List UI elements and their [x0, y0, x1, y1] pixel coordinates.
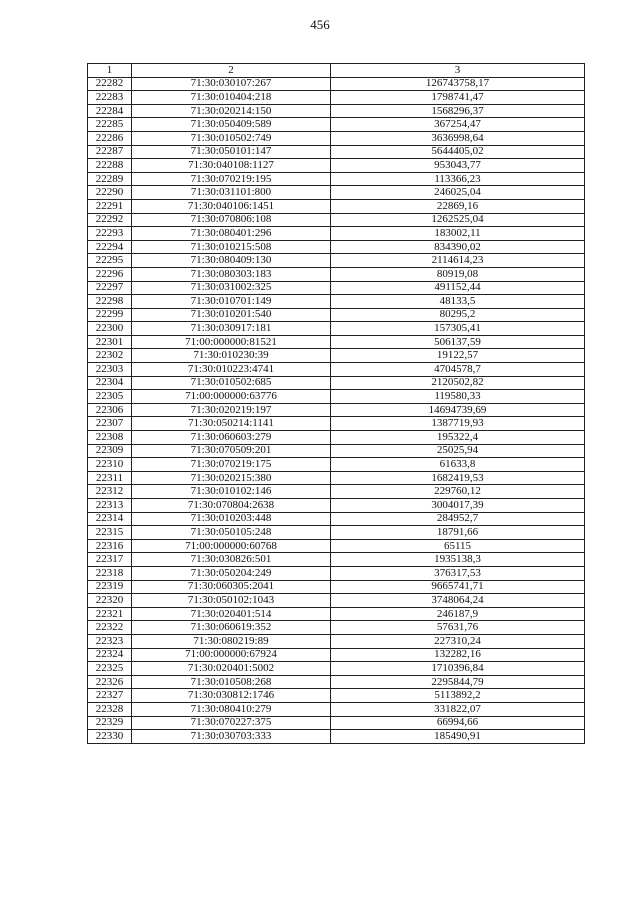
cadastral-number-cell: 71:30:030917:181: [132, 322, 331, 336]
row-number-cell: 22325: [88, 662, 132, 676]
value-cell: 183002,11: [331, 227, 585, 241]
table-row: [88, 621, 585, 635]
row-number-cell: 22317: [88, 553, 132, 567]
row-number-cell: 22289: [88, 172, 132, 186]
cadastral-number-cell: 71:30:050105:248: [132, 526, 331, 540]
value-cell: 57631,76: [331, 621, 585, 635]
cadastral-number-cell: 71:30:080409:130: [132, 254, 331, 268]
table-row: [88, 118, 585, 132]
table-row: [88, 104, 585, 118]
row-number-cell: 22326: [88, 675, 132, 689]
cadastral-number-cell: 71:30:031002:325: [132, 281, 331, 295]
row-number-cell: 22328: [88, 702, 132, 716]
table-row: [88, 322, 585, 336]
table-row: [88, 363, 585, 377]
row-number-cell: 22296: [88, 267, 132, 281]
row-number-cell: 22312: [88, 485, 132, 499]
value-cell: 227310,24: [331, 634, 585, 648]
row-number-cell: 22323: [88, 634, 132, 648]
value-cell: 367254,47: [331, 118, 585, 132]
row-number-cell: 22320: [88, 594, 132, 608]
table-row: [88, 227, 585, 241]
cadastral-number-cell: 71:30:030812:1746: [132, 689, 331, 703]
cadastral-number-cell: 71:30:010201:540: [132, 308, 331, 322]
table-row: [88, 539, 585, 553]
value-cell: 246187,9: [331, 607, 585, 621]
value-cell: 953043,77: [331, 159, 585, 173]
value-cell: 1387719,93: [331, 417, 585, 431]
column-header: 2: [132, 64, 331, 78]
row-number-cell: 22283: [88, 91, 132, 105]
cadastral-number-cell: 71:30:050204:249: [132, 566, 331, 580]
row-number-cell: 22297: [88, 281, 132, 295]
value-cell: 2114614,23: [331, 254, 585, 268]
table-row: [88, 308, 585, 322]
row-number-cell: 22303: [88, 363, 132, 377]
value-cell: 195322,4: [331, 431, 585, 445]
cadastral-number-cell: 71:30:070806:108: [132, 213, 331, 227]
cadastral-number-cell: 71:30:050101:147: [132, 145, 331, 159]
row-number-cell: 22290: [88, 186, 132, 200]
table-row: [88, 553, 585, 567]
value-cell: 506137,59: [331, 335, 585, 349]
row-number-cell: 22307: [88, 417, 132, 431]
table-row: [88, 458, 585, 472]
table-row: [88, 159, 585, 173]
value-cell: 9665741,71: [331, 580, 585, 594]
cadastral-number-cell: 71:30:030703:333: [132, 730, 331, 744]
cadastral-number-cell: 71:30:070227:375: [132, 716, 331, 730]
column-header: 1: [88, 64, 132, 78]
row-number-cell: 22318: [88, 566, 132, 580]
value-cell: 126743758,17: [331, 77, 585, 91]
row-number-cell: 22298: [88, 295, 132, 309]
cadastral-table: [87, 63, 585, 744]
value-cell: 61633,8: [331, 458, 585, 472]
table-row: [88, 675, 585, 689]
row-number-cell: 22292: [88, 213, 132, 227]
cadastral-number-cell: 71:30:010502:685: [132, 376, 331, 390]
table-row: [88, 254, 585, 268]
value-cell: 19122,57: [331, 349, 585, 363]
value-cell: 2295844,79: [331, 675, 585, 689]
value-cell: 1682419,53: [331, 471, 585, 485]
value-cell: 4704578,7: [331, 363, 585, 377]
value-cell: 119580,33: [331, 390, 585, 404]
row-number-cell: 22321: [88, 607, 132, 621]
table-row: [88, 499, 585, 513]
table-row: [88, 213, 585, 227]
value-cell: 3748064,24: [331, 594, 585, 608]
cadastral-number-cell: 71:00:000000:81521: [132, 335, 331, 349]
value-cell: 331822,07: [331, 702, 585, 716]
cadastral-number-cell: 71:00:000000:67924: [132, 648, 331, 662]
table-row: [88, 199, 585, 213]
page-number: 456: [310, 17, 330, 32]
row-number-cell: 22310: [88, 458, 132, 472]
value-cell: 157305,41: [331, 322, 585, 336]
table-row: [88, 91, 585, 105]
row-number-cell: 22301: [88, 335, 132, 349]
value-cell: 65115: [331, 539, 585, 553]
value-cell: 2120502,82: [331, 376, 585, 390]
value-cell: 376317,53: [331, 566, 585, 580]
table-row: [88, 349, 585, 363]
value-cell: 14694739,69: [331, 403, 585, 417]
table-row: [88, 662, 585, 676]
row-number-cell: 22329: [88, 716, 132, 730]
cadastral-number-cell: 71:30:070804:2638: [132, 499, 331, 513]
row-number-cell: 22316: [88, 539, 132, 553]
row-number-cell: 22302: [88, 349, 132, 363]
cadastral-number-cell: 71:30:080410:279: [132, 702, 331, 716]
table-row: [88, 580, 585, 594]
value-cell: 834390,02: [331, 240, 585, 254]
row-number-cell: 22305: [88, 390, 132, 404]
row-number-cell: 22286: [88, 131, 132, 145]
cadastral-number-cell: 71:30:010203:448: [132, 512, 331, 526]
value-cell: 246025,04: [331, 186, 585, 200]
value-cell: 48133,5: [331, 295, 585, 309]
cadastral-number-cell: 71:30:040108:1127: [132, 159, 331, 173]
value-cell: 80919,08: [331, 267, 585, 281]
row-number-cell: 22319: [88, 580, 132, 594]
table-row: [88, 145, 585, 159]
row-number-cell: 22322: [88, 621, 132, 635]
table-row: [88, 390, 585, 404]
row-number-cell: 22314: [88, 512, 132, 526]
value-cell: 113366,23: [331, 172, 585, 186]
row-number-cell: 22304: [88, 376, 132, 390]
value-cell: 66994,66: [331, 716, 585, 730]
cadastral-number-cell: 71:30:020215:380: [132, 471, 331, 485]
value-cell: 25025,94: [331, 444, 585, 458]
cadastral-number-cell: 71:30:080401:296: [132, 227, 331, 241]
row-number-cell: 22295: [88, 254, 132, 268]
table-row: [88, 634, 585, 648]
value-cell: 132282,16: [331, 648, 585, 662]
cadastral-number-cell: 71:30:060603:279: [132, 431, 331, 445]
table-row: [88, 77, 585, 91]
value-cell: 3636998,64: [331, 131, 585, 145]
row-number-cell: 22327: [88, 689, 132, 703]
table-row: [88, 526, 585, 540]
table-row: [88, 716, 585, 730]
value-cell: 1568296,37: [331, 104, 585, 118]
table-row: [88, 648, 585, 662]
row-number-cell: 22330: [88, 730, 132, 744]
value-cell: 1935138,3: [331, 553, 585, 567]
cadastral-number-cell: 71:30:050214:1141: [132, 417, 331, 431]
cadastral-number-cell: 71:30:010701:149: [132, 295, 331, 309]
cadastral-number-cell: 71:30:010502:749: [132, 131, 331, 145]
table-row: [88, 281, 585, 295]
table-row: [88, 607, 585, 621]
value-cell: 284952,7: [331, 512, 585, 526]
value-cell: 22869,16: [331, 199, 585, 213]
cadastral-number-cell: 71:30:060619:352: [132, 621, 331, 635]
row-number-cell: 22324: [88, 648, 132, 662]
value-cell: 3004017,39: [331, 499, 585, 513]
cadastral-number-cell: 71:30:030826:501: [132, 553, 331, 567]
value-cell: 18791,66: [331, 526, 585, 540]
table-row: [88, 730, 585, 744]
table-row: [88, 431, 585, 445]
cadastral-number-cell: 71:30:010223:4741: [132, 363, 331, 377]
cadastral-number-cell: 71:30:020401:5002: [132, 662, 331, 676]
cadastral-number-cell: 71:30:080219:89: [132, 634, 331, 648]
value-cell: 229760,12: [331, 485, 585, 499]
table-row: [88, 295, 585, 309]
table-row: [88, 403, 585, 417]
cadastral-number-cell: 71:30:060305:2041: [132, 580, 331, 594]
table-row: [88, 240, 585, 254]
row-number-cell: 22306: [88, 403, 132, 417]
cadastral-number-cell: 71:30:010102:146: [132, 485, 331, 499]
table-row: [88, 267, 585, 281]
table-body: [88, 77, 585, 743]
table-row: [88, 512, 585, 526]
cadastral-number-cell: 71:30:040106:1451: [132, 199, 331, 213]
row-number-cell: 22309: [88, 444, 132, 458]
cadastral-number-cell: 71:30:020214:150: [132, 104, 331, 118]
value-cell: 185490,91: [331, 730, 585, 744]
row-number-cell: 22285: [88, 118, 132, 132]
cadastral-number-cell: 71:30:070219:195: [132, 172, 331, 186]
cadastral-number-cell: 71:30:010230:39: [132, 349, 331, 363]
table-row: [88, 566, 585, 580]
row-number-cell: 22288: [88, 159, 132, 173]
value-cell: 1798741,47: [331, 91, 585, 105]
value-cell: 80295,2: [331, 308, 585, 322]
table-row: [88, 702, 585, 716]
cadastral-number-cell: 71:30:010508:268: [132, 675, 331, 689]
row-number-cell: 22311: [88, 471, 132, 485]
cadastral-number-cell: 71:30:020401:514: [132, 607, 331, 621]
cadastral-number-cell: 71:00:000000:63776: [132, 390, 331, 404]
table-row: [88, 485, 585, 499]
cadastral-number-cell: 71:30:010404:218: [132, 91, 331, 105]
value-cell: 491152,44: [331, 281, 585, 295]
table-row: [88, 335, 585, 349]
table-row: [88, 186, 585, 200]
cadastral-number-cell: 71:30:070509:201: [132, 444, 331, 458]
row-number-cell: 22293: [88, 227, 132, 241]
cadastral-number-cell: 71:30:020219:197: [132, 403, 331, 417]
value-cell: 5644405,02: [331, 145, 585, 159]
value-cell: 1710396,84: [331, 662, 585, 676]
row-number-cell: 22315: [88, 526, 132, 540]
column-header: 3: [331, 64, 585, 78]
table-row: [88, 689, 585, 703]
table-row: [88, 417, 585, 431]
table-row: [88, 594, 585, 608]
cadastral-number-cell: 71:30:070219:175: [132, 458, 331, 472]
table-row: [88, 471, 585, 485]
row-number-cell: 22313: [88, 499, 132, 513]
cadastral-number-cell: 71:00:000000:60768: [132, 539, 331, 553]
row-number-cell: 22284: [88, 104, 132, 118]
table-row: [88, 376, 585, 390]
table-row: [88, 444, 585, 458]
row-number-cell: 22282: [88, 77, 132, 91]
table-header-row: [88, 64, 585, 78]
row-number-cell: 22294: [88, 240, 132, 254]
row-number-cell: 22300: [88, 322, 132, 336]
table-row: [88, 131, 585, 145]
cadastral-number-cell: 71:30:030107:267: [132, 77, 331, 91]
row-number-cell: 22308: [88, 431, 132, 445]
value-cell: 1262525,04: [331, 213, 585, 227]
row-number-cell: 22299: [88, 308, 132, 322]
row-number-cell: 22287: [88, 145, 132, 159]
cadastral-number-cell: 71:30:050409:589: [132, 118, 331, 132]
table-row: [88, 172, 585, 186]
cadastral-number-cell: 71:30:050102:1043: [132, 594, 331, 608]
cadastral-number-cell: 71:30:010215:508: [132, 240, 331, 254]
value-cell: 5113892,2: [331, 689, 585, 703]
cadastral-number-cell: 71:30:080303:183: [132, 267, 331, 281]
cadastral-number-cell: 71:30:031101:800: [132, 186, 331, 200]
row-number-cell: 22291: [88, 199, 132, 213]
